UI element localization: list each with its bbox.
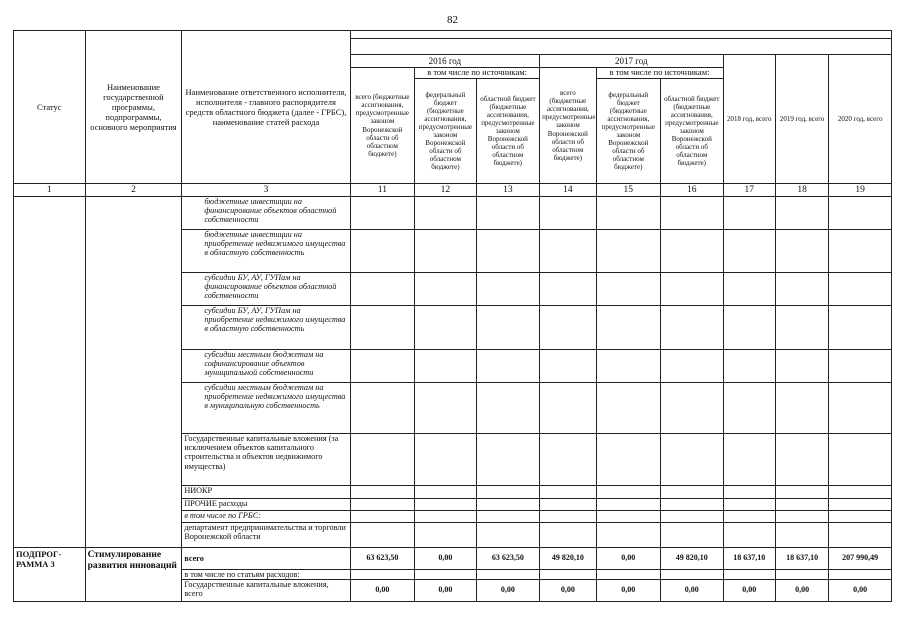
header-second-band	[350, 39, 891, 55]
row-label: субсидии БУ, АУ, ГУПам на финансирование объектов областной собственности	[182, 273, 350, 306]
header-top-band	[350, 31, 891, 39]
total-value: 0,00	[596, 548, 661, 570]
budget-table	[13, 30, 892, 602]
table-row	[14, 197, 892, 230]
year-2017-header: 2017 год	[540, 55, 723, 68]
capex-value: 0,00	[661, 580, 723, 602]
year-2018-header: 2018 год, всего	[723, 55, 775, 184]
col-number: 13	[476, 184, 540, 197]
col-number: 14	[540, 184, 596, 197]
regional-2017-header: областной бюджет (бюджетные ассигнования, предусмотренные законом Воронежской области об областном бюджете)	[661, 79, 723, 184]
capex-value: 0,00	[415, 580, 476, 602]
status-header: Статус	[14, 31, 86, 184]
total-2017-header: всего (бюджетные ассигнования, предусмотренные законом Воронежской области об областном бюджете)	[540, 68, 596, 184]
year-2019-header: 2019 год, всего	[775, 55, 828, 184]
total-value: 207 990,49	[829, 548, 892, 570]
capex-value: 0,00	[775, 580, 828, 602]
row-label: в том числе по ГРБС:	[182, 511, 350, 523]
col-number: 18	[775, 184, 828, 197]
total-value: 0,00	[415, 548, 476, 570]
sources-2016-header: в том числе по источникам:	[415, 68, 540, 79]
total-value: 49 820,10	[540, 548, 596, 570]
row-label: субсидии БУ, АУ, ГУПам на приобретение недвижимого имущества в областную собственность	[182, 306, 350, 350]
col-number: 17	[723, 184, 775, 197]
row-label: бюджетные инвестиции на приобретение недвижимого имущества в областную собственность	[182, 230, 350, 273]
total-value: 49 820,10	[661, 548, 723, 570]
program-cell-empty	[85, 197, 182, 548]
capex-value: 0,00	[476, 580, 540, 602]
col-number: 12	[415, 184, 476, 197]
page-number: 82	[447, 14, 458, 26]
row-label: субсидии местным бюджетам на софинансирование объектов муниципальной собственности	[182, 350, 350, 383]
year-2020-header: 2020 год, всего	[829, 55, 892, 184]
sources-2017-header: в том числе по источникам:	[596, 68, 723, 79]
capex-value: 0,00	[596, 580, 661, 602]
row-label: бюджетные инвестиции на финансирование объектов областной собственности	[182, 197, 350, 230]
col-number: 3	[182, 184, 350, 197]
subprogram-status: ПОДПРОГ-РАММА 3	[14, 548, 86, 602]
total-value: 18 637,10	[723, 548, 775, 570]
col-number: 16	[661, 184, 723, 197]
col-number: 15	[596, 184, 661, 197]
capex-value: 0,00	[829, 580, 892, 602]
executor-header: Наименование ответственного исполнителя, исполнителя - главного распорядителя средств областного бюджета (далее - ГРБС), наименование статей расхода	[182, 31, 350, 184]
total-value: 18 637,10	[775, 548, 828, 570]
capex-value: 0,00	[723, 580, 775, 602]
total-value: 63 623,50	[350, 548, 415, 570]
year-2016-header: 2016 год	[350, 55, 539, 68]
capex-value: 0,00	[540, 580, 596, 602]
regional-2016-header: областной бюджет (бюджетные ассигнования, предусмотренные законом Воронежской области об областном бюджете)	[476, 79, 540, 184]
total-label: всего	[182, 548, 350, 570]
total-2016-header: всего (бюджетные ассигнования, предусмотренные законом Воронежской области об областном бюджете)	[350, 68, 415, 184]
col-number: 1	[14, 184, 86, 197]
program-header: Наименование государственной программы, подпрограммы, основного мероприятия	[85, 31, 182, 184]
articles-label: в том числе по статьям расходов:	[182, 570, 350, 580]
col-number: 2	[85, 184, 182, 197]
subprogram-name: Стимулирование развития инноваций	[85, 548, 182, 602]
row-label: субсидии местным бюджетам на приобретение недвижимого имущества в муниципальную собственность	[182, 383, 350, 434]
capex-value: 0,00	[350, 580, 415, 602]
row-label: НИОКР	[182, 486, 350, 499]
col-number: 11	[350, 184, 415, 197]
subprogram-total-row	[14, 548, 892, 570]
federal-2016-header: федеральный бюджет (бюджетные ассигнования, предусмотренные законом Воронежской области об областном бюджете)	[415, 79, 476, 184]
row-label: департамент предпринимательства и торговли Воронежской области	[182, 523, 350, 548]
status-cell-empty	[14, 197, 86, 548]
row-label: ПРОЧИЕ расходы	[182, 499, 350, 511]
total-value: 63 623,50	[476, 548, 540, 570]
capex-label: Государственные капитальные вложения, всего	[182, 580, 350, 602]
row-label: Государственные капитальные вложения (за исключением объектов капитального строительства и объектов недвижимого имущества)	[182, 434, 350, 486]
federal-2017-header: федеральный бюджет (бюджетные ассигнования, предусмотренные законом Воронежской области об областном бюджете)	[596, 79, 661, 184]
column-number-row	[14, 184, 892, 197]
col-number: 19	[829, 184, 892, 197]
